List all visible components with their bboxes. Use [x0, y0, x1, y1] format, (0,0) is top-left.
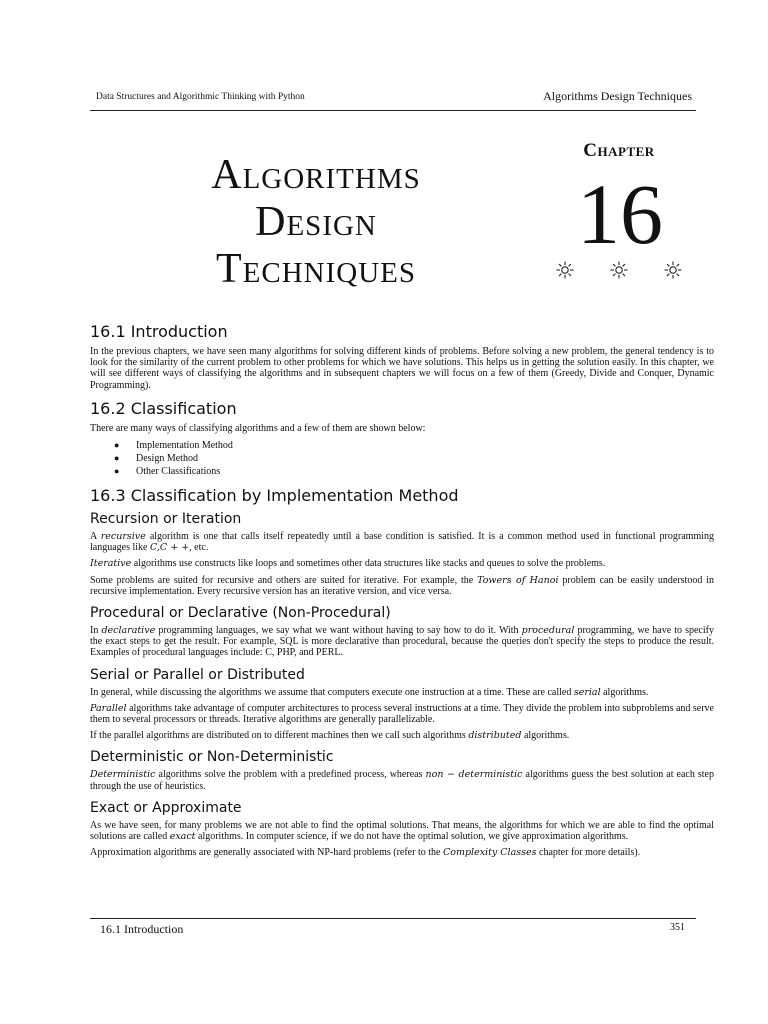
section-classification: [90, 399, 714, 478]
chapter-title-line-3: Techniques: [216, 246, 416, 292]
chapter-number: 16: [577, 166, 663, 262]
paragraph: Parallel algorithms take advantage of computer architectures to process several instructions at a time. They divide the problem into subproblems and serve them to several processors or threads. Iterative algorithms are generally parallelizable.: [90, 702, 714, 726]
sun-ornament-icon: [556, 261, 574, 279]
footer-rule: [90, 918, 696, 919]
page-number: 351: [670, 922, 685, 933]
paragraph: If the parallel algorithms are distributed on to different machines then we call such algorithms distributed algorithms.: [90, 730, 570, 742]
paragraph: Iterative algorithms use constructs like loops and sometimes other data structures like stacks and queues to solve the problems.: [90, 558, 606, 570]
paragraph: A recursive algorithm is one that calls itself repeatedly until a base condition is satisfied. It is a common method used in functional programming languages like C,C + +, etc.: [90, 531, 714, 554]
chapter-running-title: Algorithms Design Techniques: [543, 89, 692, 103]
sun-ornament-icon: [664, 261, 682, 279]
page: [90, 0, 714, 1024]
paragraph: In the previous chapters, we have seen many algorithms for solving different kinds of problems. Before solving a new problem, the general tendency is to look for the similarity of the current problem to other problems for which we have solutions. This helps us in getting the solution easily. In this chapter, we will see different ways of classifying the algorithms and in subsequent chapters we will focus on a few of them (Greedy, Divide and Conquer, Dynamic Programming).: [90, 346, 714, 391]
subsection-heading: Serial or Parallel or Distributed: [90, 666, 305, 683]
bullet-icon: ●: [114, 466, 120, 477]
section-introduction: [90, 322, 714, 391]
list-item: ● Design Method: [114, 453, 198, 465]
chapter-label: Chapter: [583, 140, 655, 161]
book-title: Data Structures and Algorithmic Thinking with Python: [96, 92, 305, 102]
chapter-title-line-1: Algorithms: [211, 152, 421, 198]
sun-ornament-icon: [610, 261, 628, 279]
paragraph: Some problems are suited for recursive and others are suited for iterative. For example, the Towers of Hanoi problem can be easily understood in recursive implementation. Every recursive version has an iterative version, and vice versa.: [90, 574, 715, 597]
chapter-title-line-2: Design: [255, 199, 377, 245]
subsection-heading: Recursion or Iteration: [90, 511, 242, 528]
paragraph: As we have seen, for many problems we are not able to find the optimal solutions. That means, the algorithms for which we are able to find the optimal solutions are called exact algorithms. In computer science, if we do not have the optimal solution, we give approximation algorithms.: [90, 819, 714, 843]
paragraph: In general, while discussing the algorithms we assume that computers execute one instruction at a time. These are called serial algorithms.: [90, 686, 649, 698]
paragraph: Deterministic algorithms solve the problem with a predefined process, whereas non − deterministic algorithms guess the best solution at each step through the use of heuristics.: [90, 769, 714, 792]
section-heading: 16.1 Introduction: [90, 322, 228, 341]
subsection-heading: Procedural or Declarative (Non-Procedural): [90, 605, 391, 622]
chapter-ornaments: [556, 261, 686, 281]
section-implementation-method: [90, 486, 714, 858]
bullet-icon: ●: [114, 453, 120, 464]
section-heading: 16.3 Classification by Implementation Method: [90, 486, 459, 506]
running-header: [90, 88, 696, 111]
subsection-heading: Exact or Approximate: [90, 799, 242, 816]
paragraph: There are many ways of classifying algorithms and a few of them are shown below:: [90, 422, 426, 434]
subsection-heading: Deterministic or Non-Deterministic: [90, 749, 334, 766]
list-item: ● Implementation Method: [114, 440, 233, 452]
section-heading: 16.2 Classification: [90, 398, 237, 418]
chapter-title: [166, 152, 466, 293]
bullet-icon: ●: [114, 440, 120, 451]
list-item: ● Other Classifications: [114, 466, 221, 478]
footer-section-title: 16.1 Introduction: [100, 922, 184, 936]
classification-list: [90, 439, 714, 478]
paragraph: In declarative programming languages, we say what we want without having to say how to do it. With procedural programming, we have to specify the exact steps to get the result. For example, SQL is more declarative than procedural, because the queries don't specify the steps to produce the result. Examples of procedural languages include: C, PHP, and PERL.: [90, 625, 714, 659]
body-content: [90, 322, 714, 863]
paragraph: Approximation algorithms are generally associated with NP-hard problems (refer to the Complexity Classes chapter for more details).: [90, 847, 641, 859]
